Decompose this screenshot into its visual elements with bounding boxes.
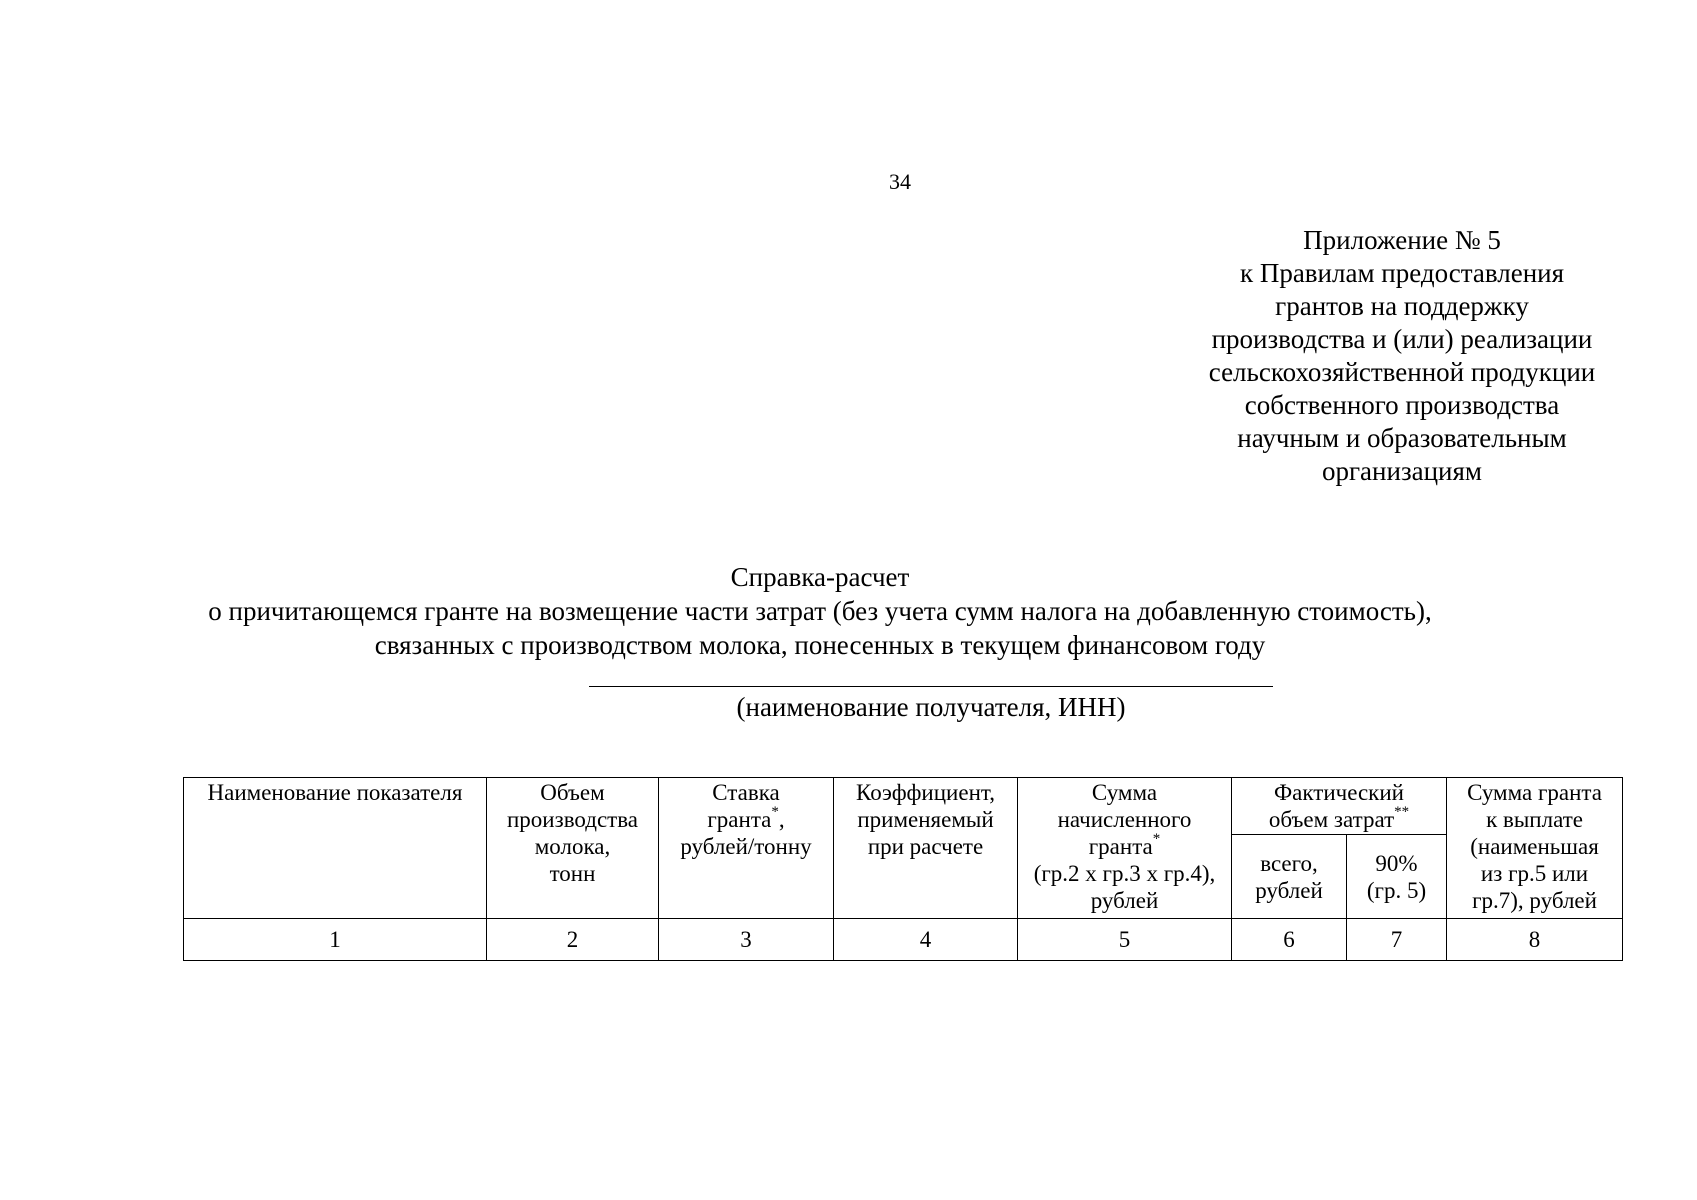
grant-calculation-table bbox=[183, 777, 1623, 961]
column-number-cell: 7 bbox=[1347, 919, 1447, 961]
header-milk-volume: Объем производства молока, тонн bbox=[487, 778, 659, 919]
appendix-line: сельскохозяйственной продукции bbox=[1208, 357, 1596, 387]
header-actual-costs: Фактический объем затрат** bbox=[1232, 778, 1447, 835]
title-line: Справка-расчет bbox=[730, 562, 910, 592]
header-accrued-grant: Сумма начисленного гранта* (гр.2 х гр.3 х гр.4), рублей bbox=[1018, 778, 1232, 919]
column-number-cell: 3 bbox=[659, 919, 834, 961]
header-costs-90-percent: 90% (гр. 5) bbox=[1347, 835, 1447, 919]
title-line: связанных с производством молока, понесенных в текущем финансовом году bbox=[374, 630, 1266, 660]
appendix-line: научным и образовательным bbox=[1237, 423, 1567, 453]
appendix-line: Приложение № 5 bbox=[1303, 225, 1501, 255]
appendix-heading bbox=[1174, 224, 1630, 488]
column-number-row bbox=[184, 919, 1623, 961]
appendix-line: производства и (или) реализации bbox=[1211, 324, 1593, 354]
title-line: о причитающемся гранте на возмещение части затрат (без учета сумм налога на добавленную стоимость), bbox=[208, 596, 1432, 626]
header-grant-rate: Ставка гранта*, рублей/тонну bbox=[659, 778, 834, 919]
column-number-cell: 5 bbox=[1018, 919, 1232, 961]
appendix-line: организациям bbox=[1321, 456, 1482, 486]
column-number-cell: 1 bbox=[184, 919, 487, 961]
appendix-line: к Правилам предоставления bbox=[1239, 258, 1565, 288]
header-coefficient: Коэффициент, применяемый при расчете bbox=[834, 778, 1018, 919]
appendix-line: собственного производства bbox=[1244, 390, 1560, 420]
header-grant-payable: Сумма гранта к выплате (наименьшая из гр.5 или гр.7), рублей bbox=[1447, 778, 1623, 919]
document-title bbox=[160, 560, 1480, 662]
recipient-blank-line bbox=[589, 686, 1273, 687]
header-costs-total: всего, рублей bbox=[1232, 835, 1347, 919]
recipient-caption: (наименование получателя, ИНН) bbox=[736, 692, 1126, 722]
page-number: 34 bbox=[889, 169, 911, 194]
column-number-cell: 4 bbox=[834, 919, 1018, 961]
column-number-cell: 8 bbox=[1447, 919, 1623, 961]
column-number-cell: 2 bbox=[487, 919, 659, 961]
appendix-line: грантов на поддержку bbox=[1275, 291, 1529, 321]
column-number-cell: 6 bbox=[1232, 919, 1347, 961]
header-indicator-name: Наименование показателя bbox=[184, 778, 487, 919]
